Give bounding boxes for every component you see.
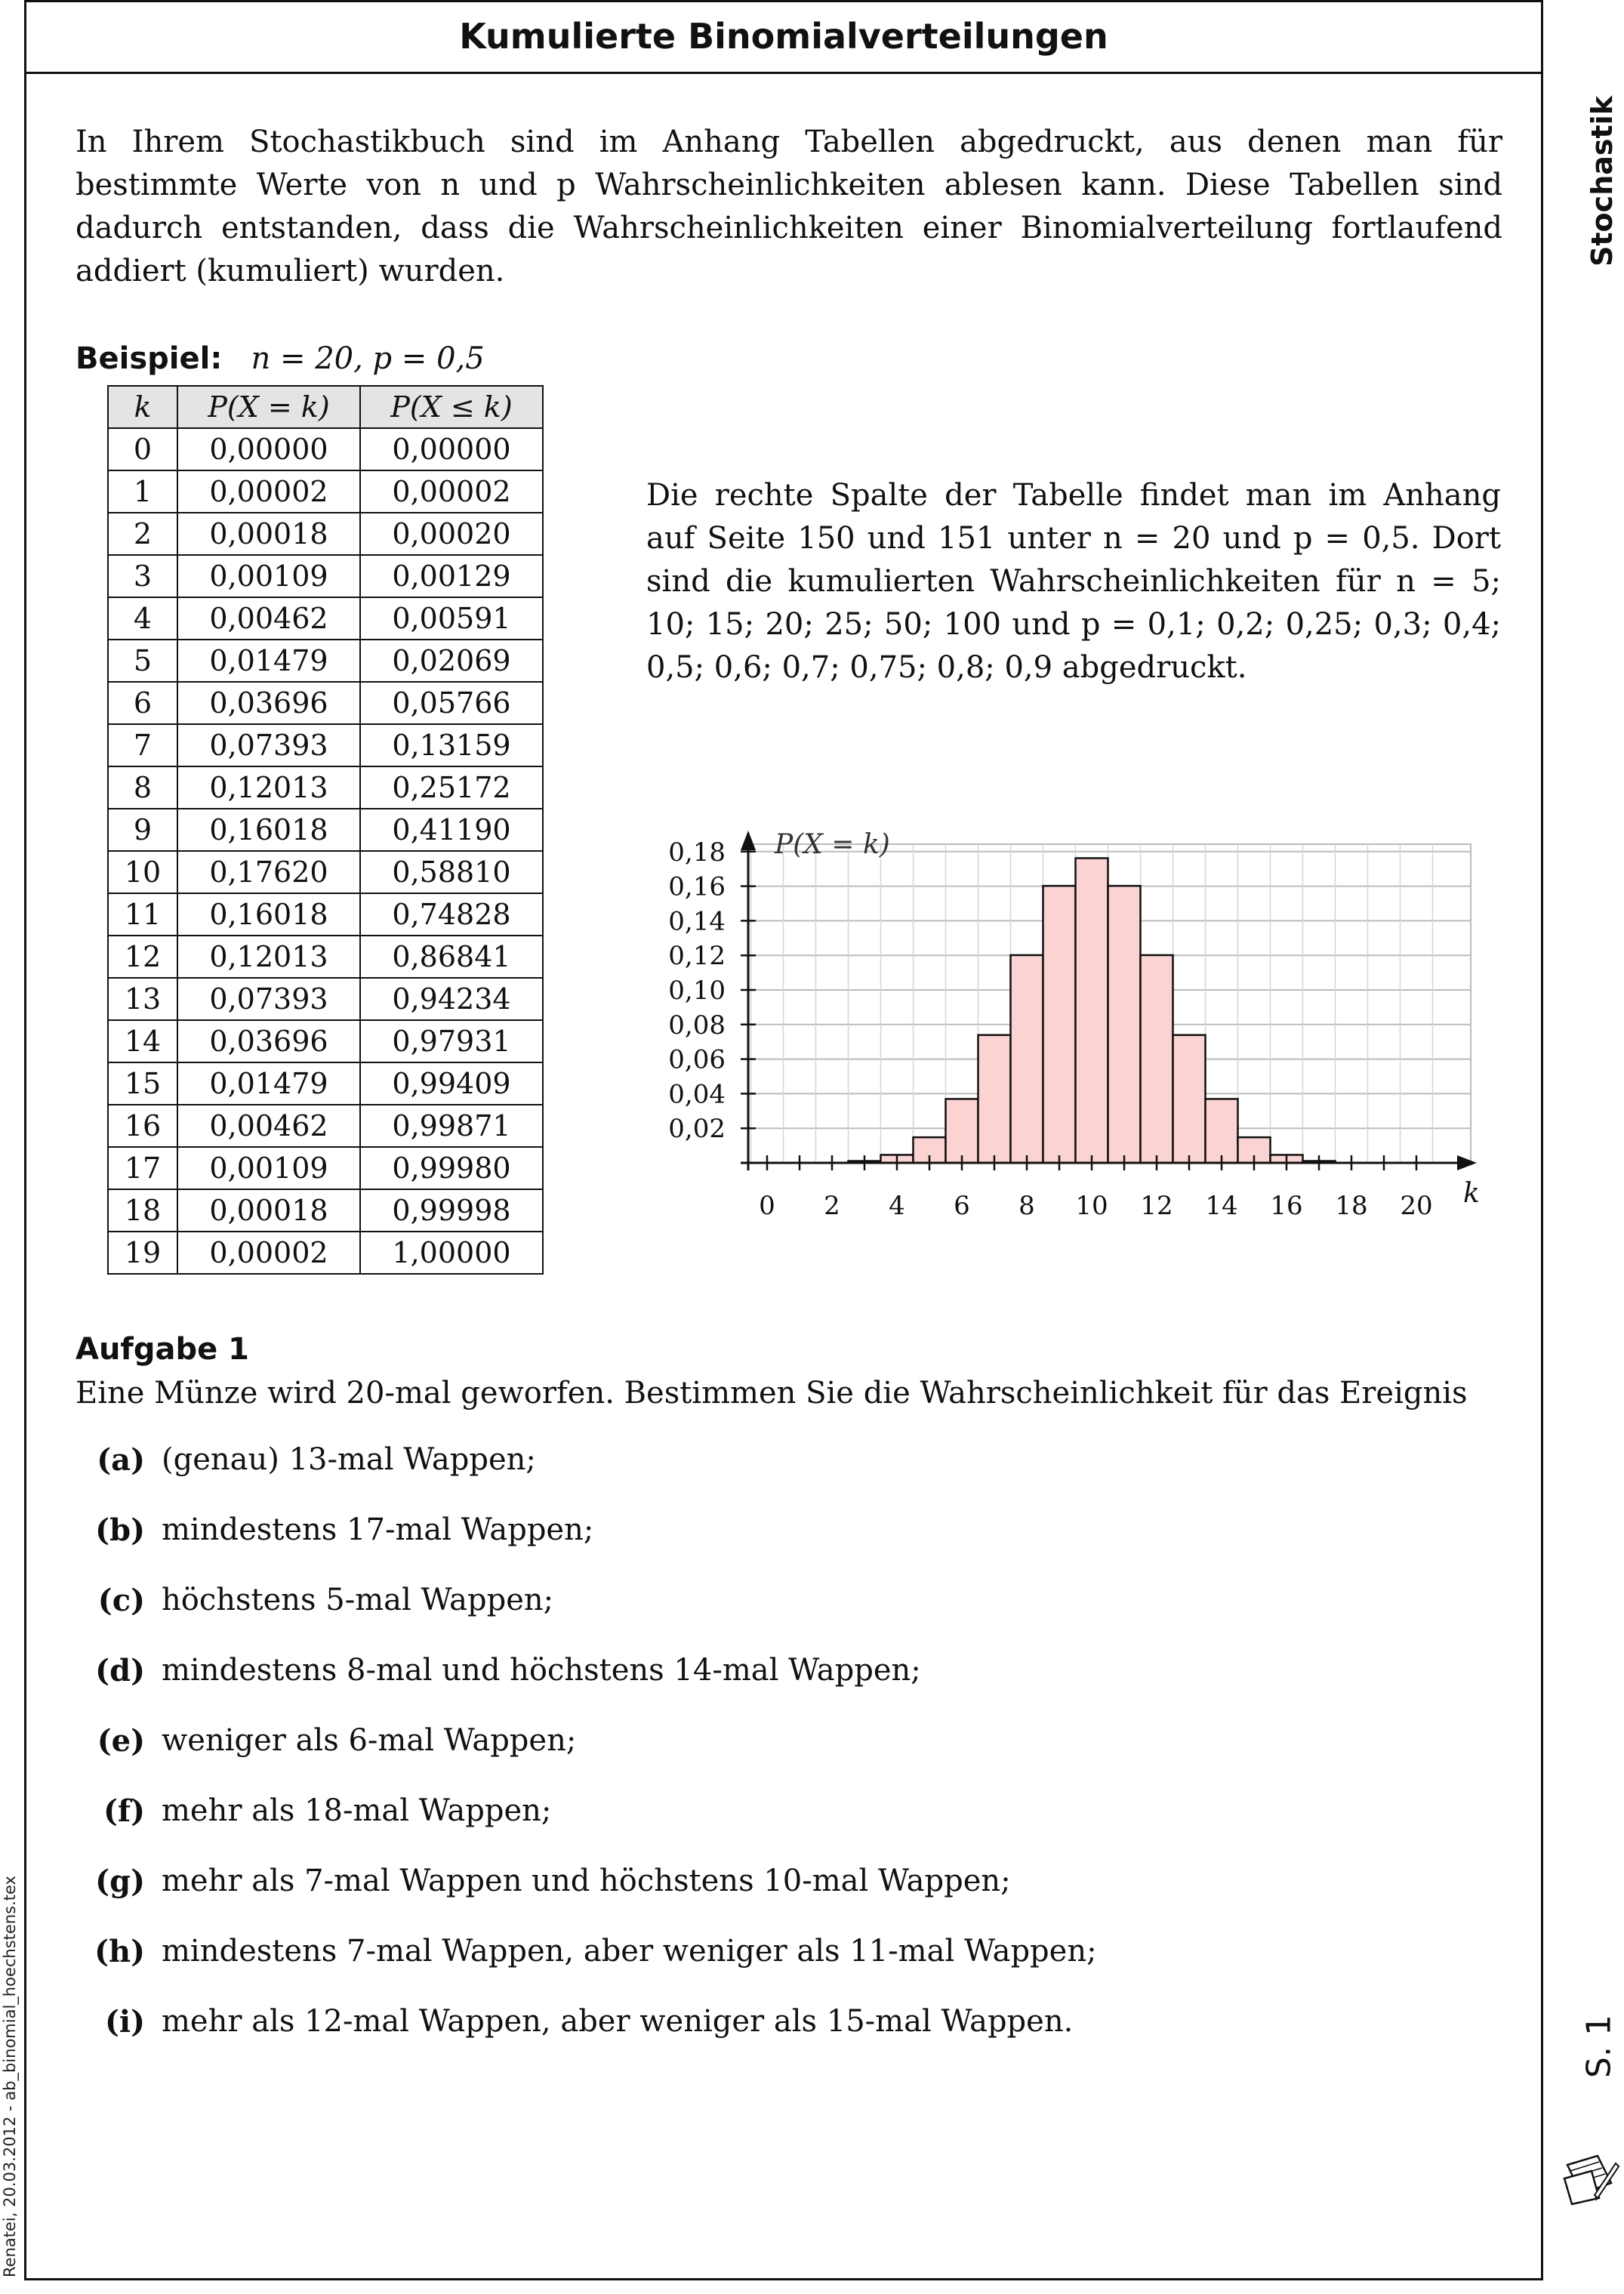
cell-k: 12 (108, 936, 177, 978)
chart-y-axis-label: P(X = k) (775, 831, 890, 860)
cell-k: 7 (108, 724, 177, 766)
table-row (108, 640, 543, 682)
cell-k: 13 (108, 978, 177, 1020)
task-heading: Aufgabe 1 (75, 1332, 249, 1367)
cell-p-cumulative: 0,00020 (360, 513, 543, 555)
page-number: S. 1 (1579, 2015, 1619, 2078)
cell-p-equal: 0,01479 (177, 640, 360, 682)
cell-p-equal: 0,16018 (177, 893, 360, 936)
x-tick-label: 2 (824, 1191, 840, 1221)
task-item-label: (h) (94, 1934, 145, 1969)
cell-p-equal: 0,03696 (177, 1020, 360, 1062)
cell-p-equal: 0,00002 (177, 470, 360, 513)
x-tick-label: 20 (1400, 1191, 1433, 1221)
cell-p-cumulative: 0,86841 (360, 936, 543, 978)
cell-k: 11 (108, 893, 177, 936)
cell-p-cumulative: 0,99980 (360, 1147, 543, 1189)
intro-paragraph: In Ihrem Stochastikbuch sind im Anhang Tabellen abgedruckt, aus denen man für bestimmte Werte von n und p Wahrscheinlichkeiten ablesen kann. Diese Tabellen sind dadurch entstanden, dass die Wahrscheinlichkeiten einer Binomialverteilung fortlaufend addiert (kumuliert) wurden. (75, 125, 1502, 288)
table-body (108, 428, 543, 1274)
y-tick-label: 0,10 (668, 976, 726, 1006)
y-axis-arrow (741, 831, 756, 850)
cell-p-equal: 0,07393 (177, 724, 360, 766)
histogram-bar (978, 1035, 1011, 1163)
example-params: n = 20, p = 0,5 (251, 341, 485, 376)
column-header-k: k (108, 386, 177, 428)
cell-k: 6 (108, 682, 177, 724)
cell-p-equal: 0,00462 (177, 1105, 360, 1147)
cell-p-cumulative: 0,97931 (360, 1020, 543, 1062)
table-row (108, 851, 543, 893)
table-row (108, 809, 543, 851)
task-item (75, 1934, 1495, 2004)
task-item-text: mehr als 12-mal Wappen, aber weniger als 15-mal Wappen. (162, 2004, 1074, 2039)
table-description: Die rechte Spalte der Tabelle findet man im Anhang auf Seite 150 und 151 unter n = 20 und p = 0,5. Dort sind die kumulierten Wahrscheinlichkeiten für n = 5; 10; 15; 20; 25; 50; 100 und p = 0,1; 0,2; 0,25; 0,3; 0,4; 0,5; 0,6; 0,7; 0,75; 0,8; 0,9 abgedruckt. (646, 478, 1501, 685)
y-tick-label: 0,16 (668, 871, 726, 902)
cell-k: 8 (108, 766, 177, 809)
histogram-bar (1206, 1099, 1238, 1163)
task-item-label: (g) (95, 1864, 145, 1899)
y-tick-label: 0,18 (668, 837, 726, 868)
cell-k: 2 (108, 513, 177, 555)
x-tick-label: 16 (1270, 1191, 1303, 1221)
cell-k: 0 (108, 428, 177, 470)
cell-p-cumulative: 0,99998 (360, 1189, 543, 1232)
chart-x-axis-label: k (1463, 1178, 1480, 1209)
cell-k: 9 (108, 809, 177, 851)
cell-p-equal: 0,12013 (177, 936, 360, 978)
chart-bars (849, 859, 1336, 1163)
table-row (108, 1232, 543, 1274)
y-tick-label: 0,06 (668, 1044, 726, 1075)
task-item-label: (a) (97, 1442, 145, 1478)
cell-k: 14 (108, 1020, 177, 1062)
task-item-text: mindestens 17-mal Wappen; (162, 1512, 594, 1547)
cell-p-equal: 0,00109 (177, 555, 360, 597)
cell-k: 17 (108, 1147, 177, 1189)
table-row (108, 1062, 543, 1105)
example-heading (75, 341, 485, 376)
cell-k: 1 (108, 470, 177, 513)
cell-p-cumulative: 0,00002 (360, 470, 543, 513)
histogram-bar (1173, 1035, 1206, 1163)
column-header-p-equal: P(X = k) (177, 386, 360, 428)
cell-p-cumulative: 0,94234 (360, 978, 543, 1020)
probability-table (107, 385, 544, 1275)
table-row (108, 936, 543, 978)
table-row (108, 597, 543, 640)
cell-p-cumulative: 0,13159 (360, 724, 543, 766)
task-item-label: (i) (104, 2004, 145, 2040)
histogram-bar (1043, 886, 1076, 1163)
table-row (108, 978, 543, 1020)
cell-k: 4 (108, 597, 177, 640)
task-item (75, 1653, 1495, 1723)
histogram-bar (1141, 955, 1173, 1163)
column-header-p-cumulative: P(X ≤ k) (360, 386, 543, 428)
table-row (108, 555, 543, 597)
x-tick-label: 8 (1018, 1191, 1035, 1221)
cell-k: 19 (108, 1232, 177, 1274)
task-item-label: (d) (95, 1653, 145, 1688)
task-item (75, 1512, 1495, 1583)
table-header-row (108, 386, 543, 428)
cell-p-cumulative: 0,25172 (360, 766, 543, 809)
task-item (75, 1864, 1495, 1934)
task-item (75, 1723, 1495, 1793)
task-item-text: mehr als 18-mal Wappen; (162, 1793, 552, 1828)
y-tick-label: 0,04 (668, 1079, 726, 1110)
histogram-chart (646, 831, 1507, 1253)
table-row (108, 513, 543, 555)
file-footer: Renatei, 20.03.2012 - ab_binomial_hoechstens.tex (1, 1876, 19, 2277)
cell-p-equal: 0,00018 (177, 1189, 360, 1232)
cell-p-cumulative: 0,05766 (360, 682, 543, 724)
task-intro: Eine Münze wird 20-mal geworfen. Bestimmen Sie die Wahrscheinlichkeit für das Ereignis (75, 1376, 1468, 1411)
task-item-text: höchstens 5-mal Wappen; (162, 1583, 554, 1617)
cell-p-equal: 0,00109 (177, 1147, 360, 1189)
cell-p-equal: 0,12013 (177, 766, 360, 809)
cell-p-cumulative: 0,41190 (360, 809, 543, 851)
task-item-text: mindestens 7-mal Wappen, aber weniger als 11-mal Wappen; (162, 1934, 1097, 1969)
task-item-text: mehr als 7-mal Wappen und höchstens 10-mal Wappen; (162, 1864, 1011, 1898)
table-row (108, 893, 543, 936)
cell-k: 18 (108, 1189, 177, 1232)
table-row (108, 1020, 543, 1062)
task-item-text: (genau) 13-mal Wappen; (162, 1442, 536, 1477)
table-row (108, 470, 543, 513)
x-tick-label: 14 (1205, 1191, 1238, 1221)
cell-p-equal: 0,00002 (177, 1232, 360, 1274)
cell-p-equal: 0,03696 (177, 682, 360, 724)
notebook-pencil-icon (1561, 2148, 1620, 2207)
task-item-label: (e) (97, 1723, 145, 1759)
cell-k: 10 (108, 851, 177, 893)
chart-x-tick-labels (759, 1191, 1432, 1221)
x-axis-arrow (1457, 1155, 1477, 1170)
x-tick-label: 0 (759, 1191, 775, 1221)
x-tick-label: 12 (1140, 1191, 1173, 1221)
table-row (108, 428, 543, 470)
x-tick-label: 4 (889, 1191, 905, 1221)
cell-p-equal: 0,00462 (177, 597, 360, 640)
table-row (108, 1147, 543, 1189)
table-row (108, 1105, 543, 1147)
cell-p-equal: 0,01479 (177, 1062, 360, 1105)
y-tick-label: 0,14 (668, 906, 726, 937)
task-item (75, 1793, 1495, 1864)
x-tick-label: 6 (954, 1191, 970, 1221)
task-item-label: (f) (103, 1793, 145, 1829)
y-tick-label: 0,02 (668, 1114, 726, 1145)
task-item-text: mindestens 8-mal und höchstens 14-mal Wappen; (162, 1653, 921, 1688)
x-tick-label: 18 (1335, 1191, 1368, 1221)
histogram-bar (946, 1099, 978, 1163)
cell-p-equal: 0,07393 (177, 978, 360, 1020)
cell-k: 15 (108, 1062, 177, 1105)
cell-p-cumulative: 0,99409 (360, 1062, 543, 1105)
task-item-label: (b) (95, 1512, 145, 1548)
task-item (75, 1442, 1495, 1512)
cell-p-cumulative: 1,00000 (360, 1232, 543, 1274)
y-tick-label: 0,08 (668, 1010, 726, 1041)
task-item-text: weniger als 6-mal Wappen; (162, 1723, 577, 1758)
cell-p-equal: 0,16018 (177, 809, 360, 851)
table-row (108, 724, 543, 766)
cell-p-equal: 0,00018 (177, 513, 360, 555)
cell-p-cumulative: 0,00591 (360, 597, 543, 640)
table-row (108, 1189, 543, 1232)
histogram-bar (1011, 955, 1043, 1163)
histogram-bar (1108, 886, 1141, 1163)
task-item (75, 2004, 1495, 2074)
task-item-label: (c) (97, 1583, 145, 1618)
cell-p-cumulative: 0,00000 (360, 428, 543, 470)
y-tick-label: 0,12 (668, 941, 726, 972)
chart-y-tick-labels (668, 837, 726, 1144)
subject-label: Stochastik (1585, 96, 1619, 267)
cell-p-equal: 0,17620 (177, 851, 360, 893)
cell-k: 5 (108, 640, 177, 682)
example-label: Beispiel: (75, 341, 223, 376)
page-title (24, 0, 1543, 74)
histogram-bar (1076, 859, 1108, 1163)
x-tick-label: 10 (1075, 1191, 1108, 1221)
cell-k: 16 (108, 1105, 177, 1147)
cell-p-cumulative: 0,74828 (360, 893, 543, 936)
task-list (75, 1442, 1495, 2074)
cell-p-equal: 0,00000 (177, 428, 360, 470)
cell-k: 3 (108, 555, 177, 597)
cell-p-cumulative: 0,02069 (360, 640, 543, 682)
cell-p-cumulative: 0,58810 (360, 851, 543, 893)
cell-p-cumulative: 0,99871 (360, 1105, 543, 1147)
table-row (108, 682, 543, 724)
page-title-text: Kumulierte Binomialverteilungen (459, 15, 1108, 57)
task-item (75, 1583, 1495, 1653)
table-row (108, 766, 543, 809)
cell-p-cumulative: 0,00129 (360, 555, 543, 597)
